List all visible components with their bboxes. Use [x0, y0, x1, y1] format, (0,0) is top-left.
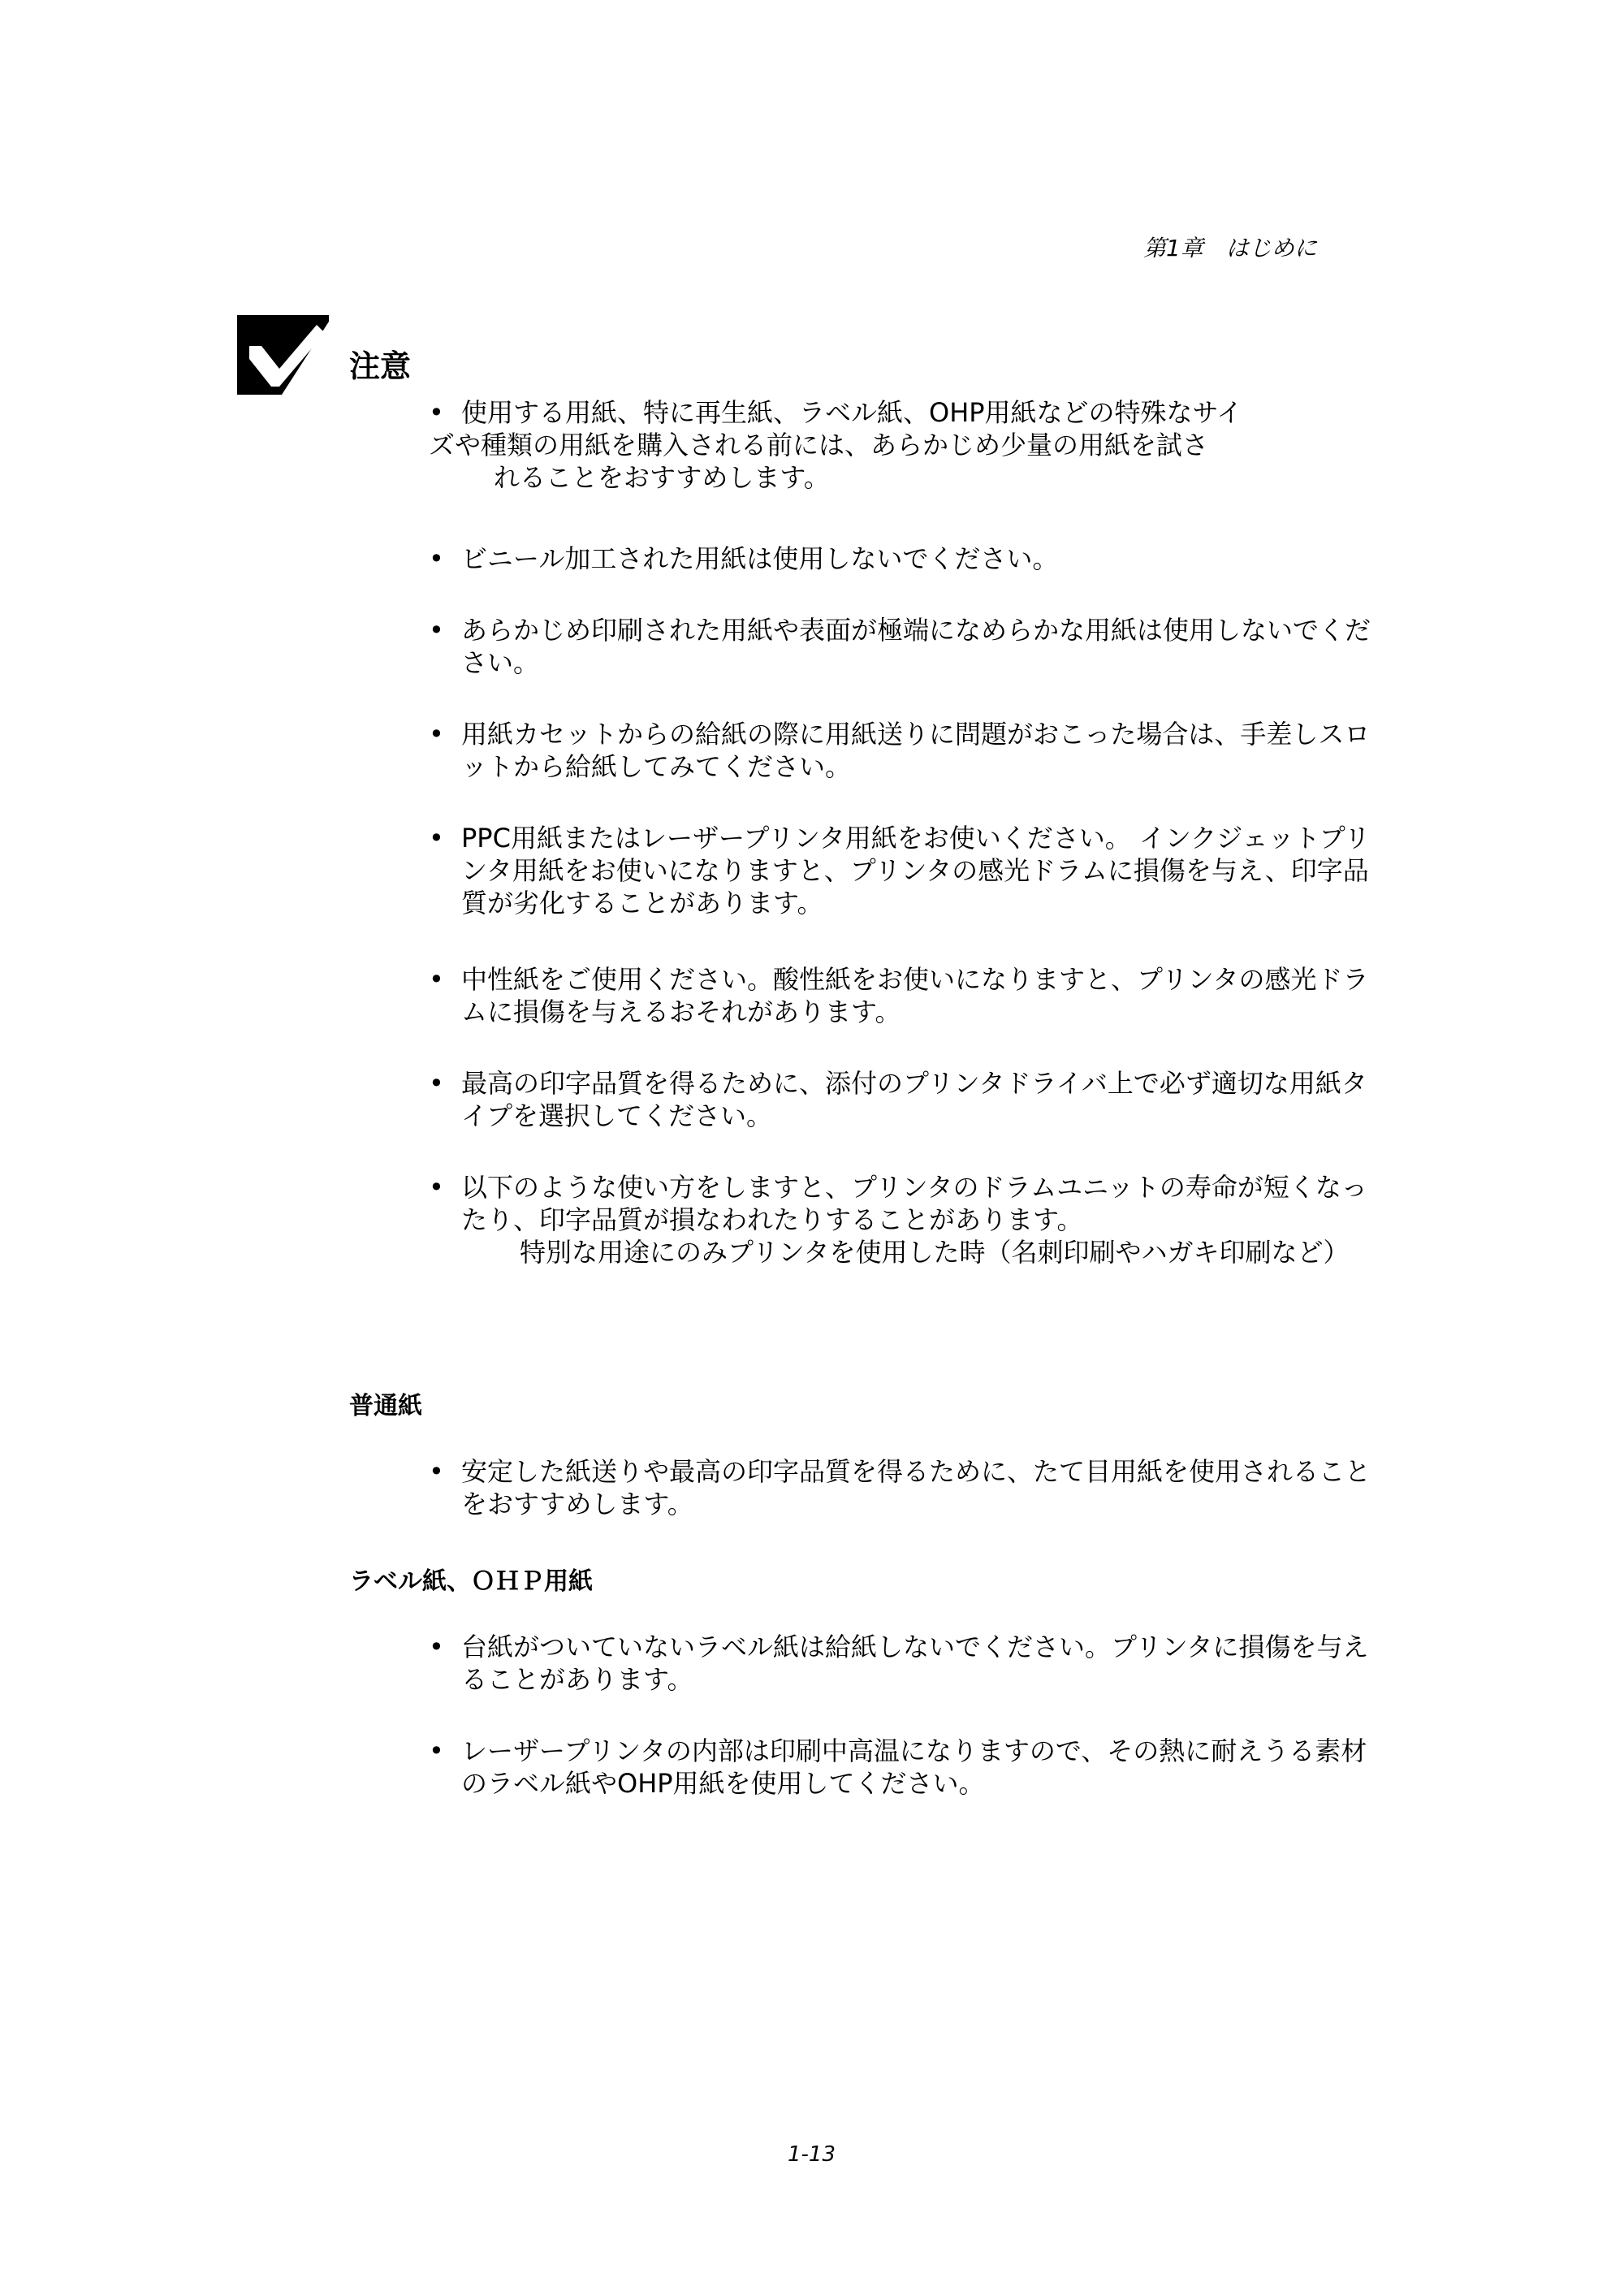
- label-paper-item: [429, 1735, 1383, 1800]
- bullet: •: [429, 823, 444, 854]
- plain-paper-item-text: 安定した紙送りや最高の印字品質を得るために、たて目用紙を使用されることをおすすめします。: [461, 1456, 1371, 1519]
- caution-item: [429, 822, 1383, 919]
- caution-item-line: れることをおすすめします。: [494, 462, 830, 493]
- caution-item-text: 中性紙をご使用ください。酸性紙をお使いになりますと、プリンタの感光ドラムに損傷を与えるおそれがあります。: [461, 964, 1369, 1027]
- bullet: •: [429, 1735, 444, 1766]
- caution-item-line: 使用する用紙、特に再生紙、ラベル紙、OHP用紙などの特殊なサイ: [461, 397, 1243, 428]
- plain-paper-item: [429, 1455, 1383, 1520]
- sub-item-text: 特別な用途にのみプリンタを使用した時（名刺印刷やハガキ印刷など）: [520, 1237, 1350, 1268]
- caution-item: [429, 963, 1383, 1028]
- caution-title: 注意: [349, 348, 412, 384]
- label-paper-item: [429, 1631, 1383, 1696]
- bullet: •: [429, 397, 444, 428]
- caution-item: [429, 718, 1383, 783]
- bullet: •: [429, 1068, 444, 1099]
- caution-item: [429, 614, 1383, 679]
- label-paper-heading: ラベル紙、ＯＨＰ用紙: [349, 1567, 593, 1596]
- checkmark-icon: [237, 315, 329, 395]
- plain-paper-heading: 普通紙: [349, 1392, 422, 1420]
- page-number: 1-13: [788, 2142, 836, 2167]
- bullet: •: [429, 964, 444, 995]
- bullet: •: [429, 1172, 444, 1203]
- caution-sub-item: [461, 1236, 1383, 1269]
- caution-item-line: ズや種類の用紙を購入される前には、あらかじめ少量の用紙を試さ: [429, 430, 1209, 460]
- chapter-header: 第1章 はじめに: [1143, 235, 1317, 261]
- bullet: •: [429, 543, 444, 574]
- label-paper-item-text: レーザープリンタの内部は印刷中高温になりますので、その熱に耐えうる素材のラベル紙やOHP用紙を使用してください。: [461, 1735, 1367, 1799]
- caution-item-text: あらかじめ印刷された用紙や表面が極端になめらかな用紙は使用しないでください。: [461, 615, 1371, 678]
- caution-item-text: PPC用紙またはレーザープリンタ用紙をお使いください。 インクジェットプリンタ用紙をお使いになりますと、プリンタの感光ドラムに損傷を与え、印字品質が劣化することがあります。: [461, 823, 1371, 918]
- caution-item-text: 最高の印字品質を得るために、添付のプリンタドライバ上で必ず適切な用紙タイプを選択してください。: [461, 1068, 1367, 1131]
- bullet: •: [429, 719, 444, 750]
- caution-item-text: ビニール加工された用紙は使用しないでください。: [461, 543, 1059, 574]
- caution-item: [429, 396, 1383, 494]
- bullet: •: [429, 1456, 444, 1487]
- caution-item-text: 以下のような使い方をしますと、プリンタのドラムユニットの寿命が短くなったり、印字品質が損なわれたりすることがあります。: [461, 1172, 1367, 1235]
- bullet: •: [429, 1632, 444, 1662]
- label-paper-item-text: 台紙がついていないラベル紙は給紙しないでください。プリンタに損傷を与えることがあります。: [461, 1632, 1369, 1695]
- caution-item: [429, 1171, 1383, 1269]
- bullet: •: [429, 615, 444, 646]
- caution-item: [429, 1067, 1383, 1132]
- caution-item-text: 用紙カセットからの給紙の際に用紙送りに問題がおこった場合は、手差しスロットから給紙してみてください。: [461, 719, 1371, 782]
- caution-item: [429, 542, 1383, 575]
